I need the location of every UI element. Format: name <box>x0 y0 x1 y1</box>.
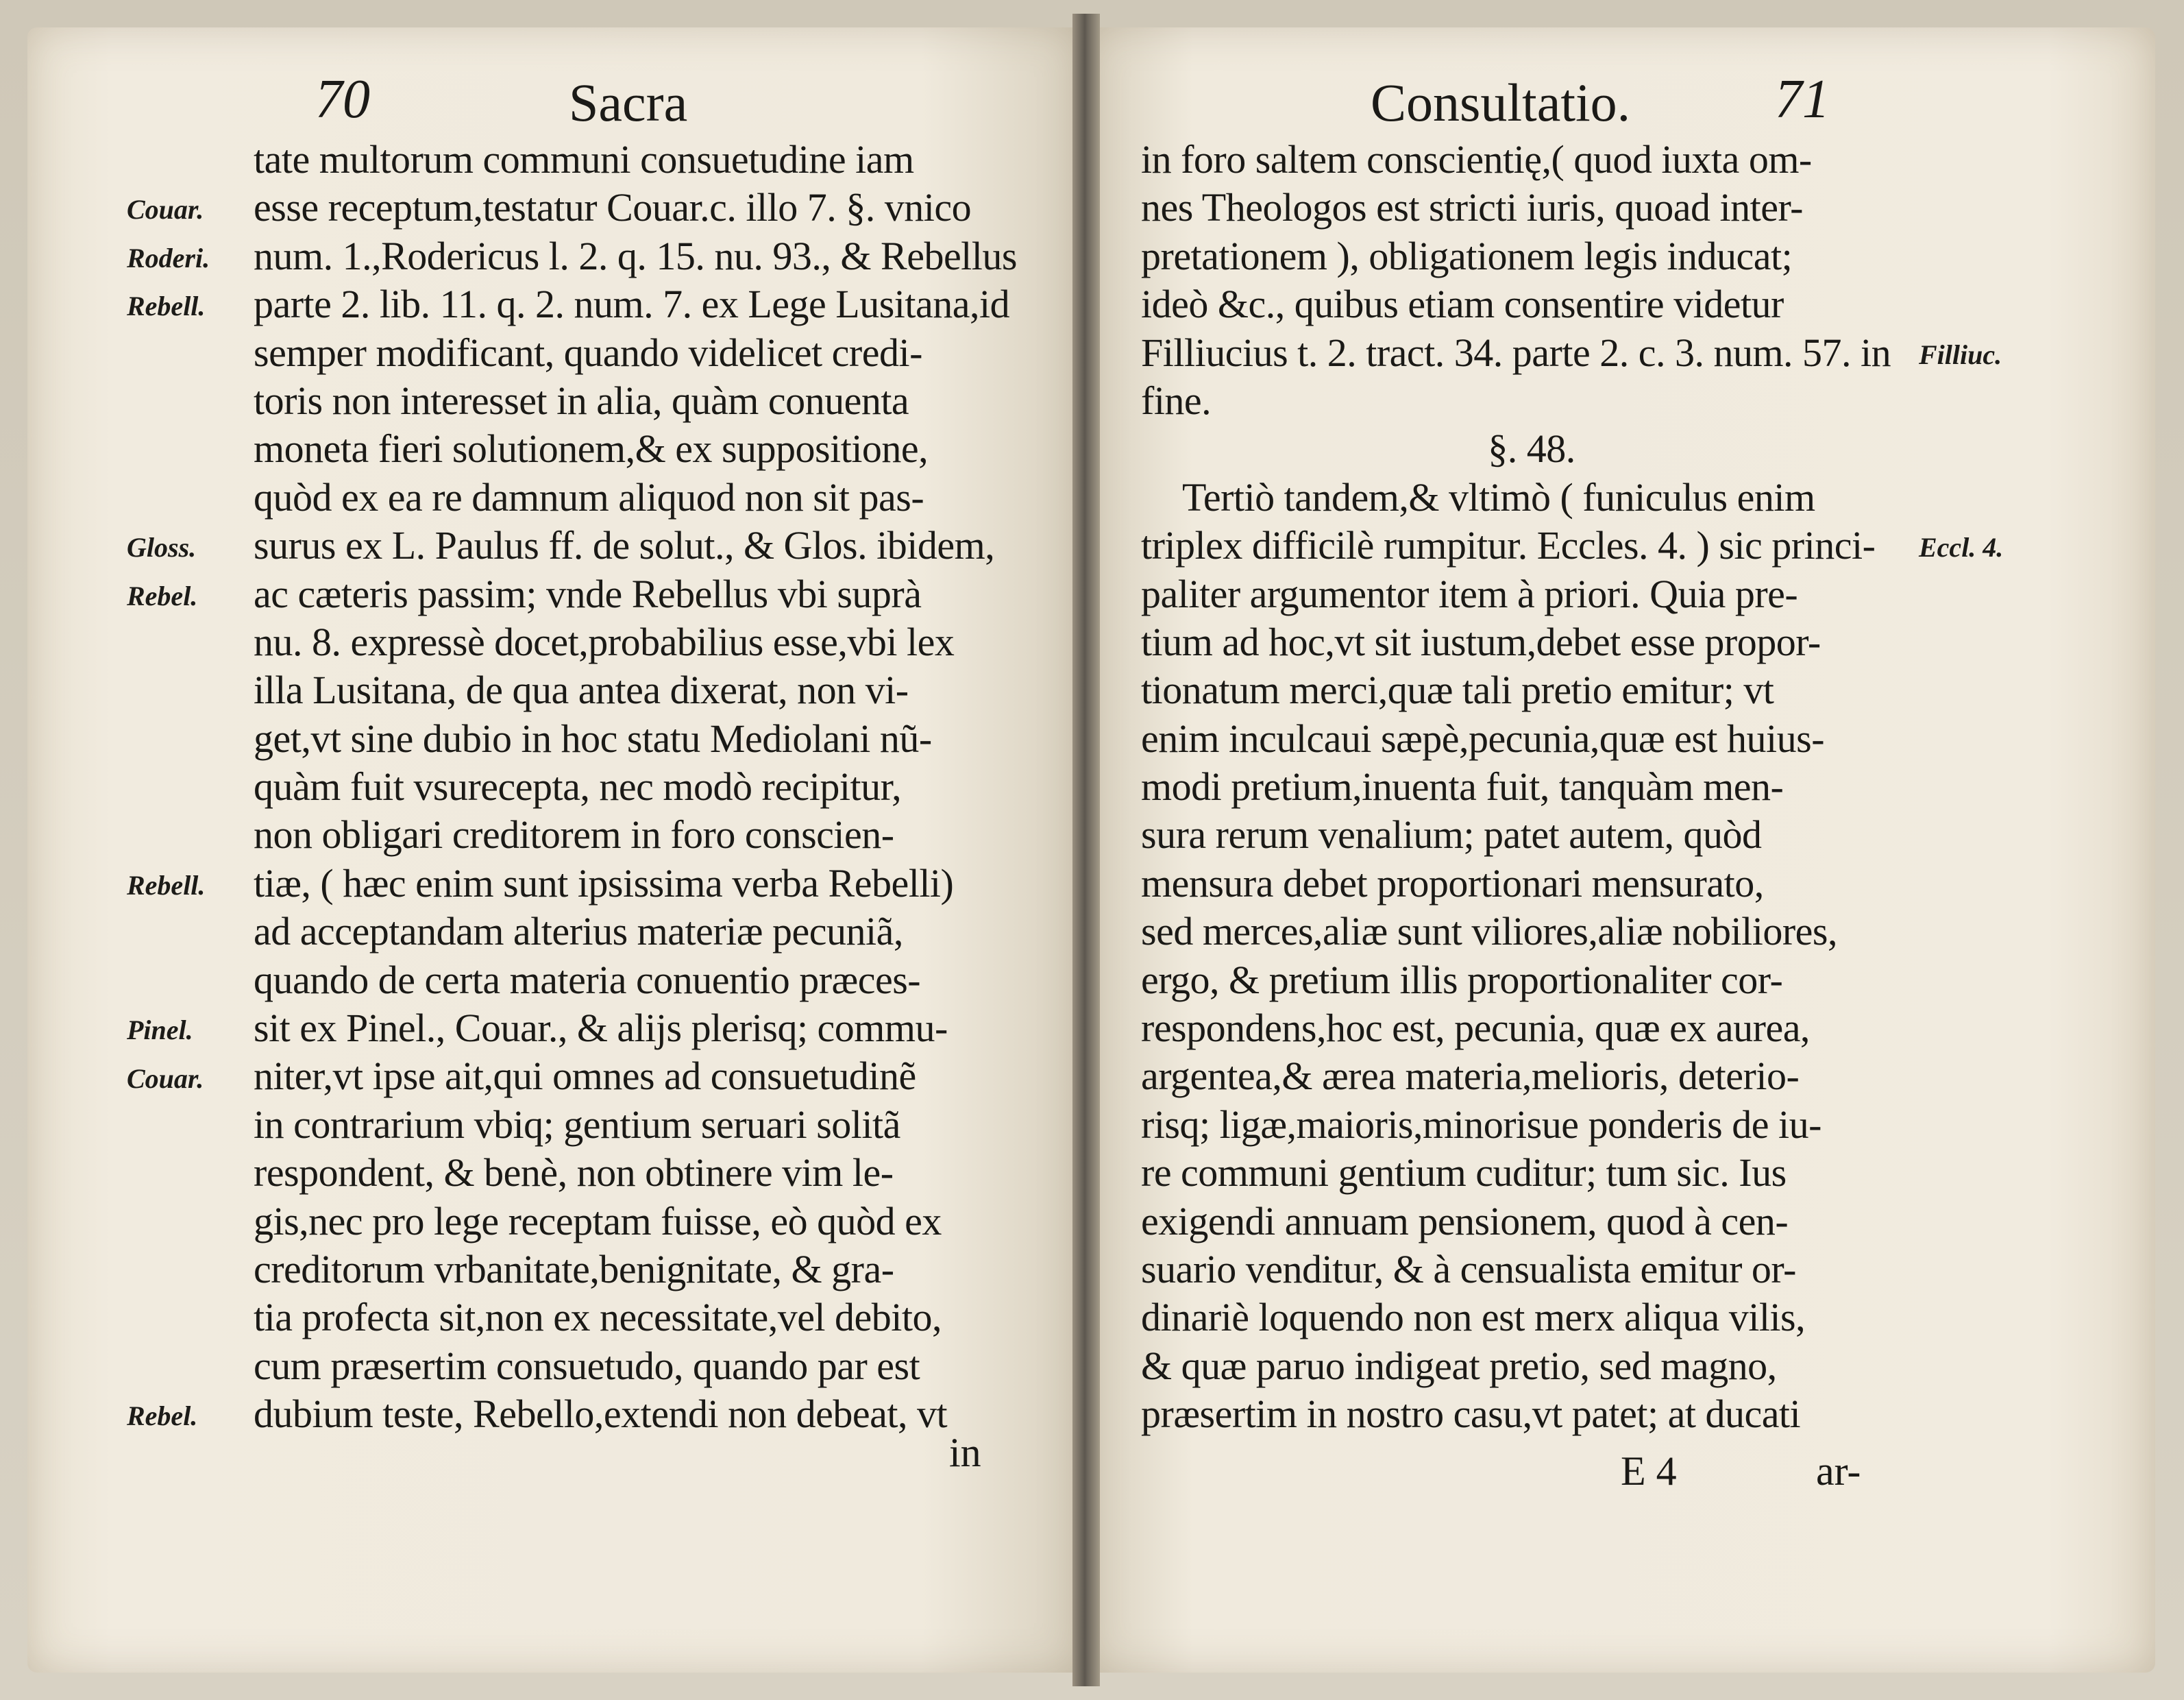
text-line: argentea,& ærea materia,melioris, deterio- <box>1141 1054 1800 1099</box>
text-line: get,vt sine dubio in hoc statu Mediolani nũ- <box>254 716 932 761</box>
right-catchword: ar- <box>1816 1448 1861 1494</box>
text-line: esse receptum,testatur Couar.c. illo 7. §. vnico <box>254 185 972 230</box>
text-line: illa Lusitana, de qua antea dixerat, non vi- <box>254 668 909 713</box>
text-line: suario venditur, & à censualista emitur or- <box>1141 1246 1796 1291</box>
text-line: sit ex Pinel., Couar., & alijs plerisq; commu- <box>254 1006 948 1051</box>
text-line: non obligari creditorem in foro conscien- <box>254 812 894 858</box>
text-line: & quæ paruo indigeat pretio, sed magno, <box>1141 1343 1777 1388</box>
text-line: parte 2. lib. 11. q. 2. num. 7. ex Lege Lusitana,id <box>254 282 1010 327</box>
text-line: tate multorum communi consuetudine iam <box>254 137 914 182</box>
right-signature: E 4 <box>1621 1448 1677 1494</box>
margin-note: Pinel. <box>127 1015 193 1046</box>
text-line: modi pretium,inuenta fuit, tanquàm men- <box>1141 764 1784 810</box>
text-line: paliter argumentor item à priori. Quia pre- <box>1141 571 1798 616</box>
text-line: sed merces,aliæ sunt viliores,aliæ nobiliores, <box>1141 909 1837 954</box>
text-line: quòd ex ea re damnum aliquod non sit pas- <box>254 474 924 520</box>
text-line: §. 48. <box>1488 426 1575 472</box>
left-running-head: Sacra <box>569 73 688 132</box>
margin-note: Couar. <box>127 194 204 226</box>
text-line: enim inculcaui sæpè,pecunia,quæ est huius- <box>1141 716 1825 761</box>
text-line: ideò &c., quibus etiam consentire videtur <box>1141 282 1784 327</box>
text-line: nu. 8. expressè docet,probabilius esse,vbi lex <box>254 619 955 664</box>
text-line: dubium teste, Rebello,extendi non debeat, vt <box>254 1392 948 1437</box>
text-line: in foro saltem conscientię,( quod iuxta om- <box>1141 137 1812 182</box>
text-line: fine. <box>1141 378 1212 423</box>
text-line: re communi gentium cuditur; tum sic. Ius <box>1141 1150 1787 1195</box>
left-page-number: 70 <box>315 69 370 130</box>
text-line: tium ad hoc,vt sit iustum,debet esse propor- <box>1141 619 1821 664</box>
right-running-head: Consultatio. <box>1371 73 1631 132</box>
text-line: cum præsertim consuetudo, quando par est <box>254 1343 920 1388</box>
book-gutter <box>1072 14 1100 1686</box>
margin-note: Roderi. <box>127 242 210 274</box>
text-line: exigendi annuam pensionem, quod à cen- <box>1141 1198 1789 1243</box>
text-line: moneta fieri solutionem,& ex suppositione, <box>254 426 929 472</box>
left-catchword: in <box>949 1430 981 1475</box>
text-line: Filliucius t. 2. tract. 34. parte 2. c. 3. num. 57. in <box>1141 330 1891 375</box>
text-line: tiæ, ( hæc enim sunt ipsissima verba Rebelli) <box>254 860 954 906</box>
left-text-block <box>254 136 1028 1439</box>
text-line: Tertiò tandem,& vltimò ( funiculus enim <box>1182 474 1815 520</box>
text-line: niter,vt ipse ait,qui omnes ad consuetudinẽ <box>254 1054 916 1099</box>
margin-note: Eccl. 4. <box>1919 532 2004 563</box>
text-line: triplex difficilè rumpitur. Eccles. 4. ) sic princi- <box>1141 523 1876 568</box>
margin-note: Rebel. <box>127 1400 198 1432</box>
text-line: gis,nec pro lege receptam fuisse, eò quòd ex <box>254 1198 942 1243</box>
text-line: semper modificant, quando videlicet credi- <box>254 330 922 375</box>
text-line: tia profecta sit,non ex necessitate,vel debito, <box>254 1295 942 1340</box>
text-line: toris non interesset in alia, quàm conuenta <box>254 378 909 423</box>
text-line: ac cæteris passim; vnde Rebellus vbi suprà <box>254 571 922 616</box>
text-line: quàm fuit vsurecepta, nec modò recipitur, <box>254 764 902 810</box>
margin-note: Couar. <box>127 1062 204 1094</box>
margin-note: Filliuc. <box>1919 339 2002 370</box>
text-line: dinariè loquendo non est merx aliqua vilis, <box>1141 1295 1806 1340</box>
text-line: risq; ligæ,maioris,minorisue ponderis de iu- <box>1141 1102 1821 1147</box>
margin-note: Rebell. <box>127 870 206 901</box>
text-line: respondens,hoc est, pecunia, quæ ex aurea, <box>1141 1006 1810 1051</box>
text-line: ergo, & pretium illis proportionaliter cor- <box>1141 957 1783 1002</box>
text-line: nes Theologos est stricti iuris, quoad inter- <box>1141 185 1803 230</box>
text-line: respondent, & benè, non obtinere vim le- <box>254 1150 894 1195</box>
text-line: in contrarium vbiq; gentium seruari solitã <box>254 1102 900 1147</box>
margin-note: Rebell. <box>127 291 206 322</box>
text-line: quando de certa materia conuentio præces- <box>254 957 921 1002</box>
text-line: præsertim in nostro casu,vt patet; at ducati <box>1141 1392 1801 1437</box>
text-line: creditorum vrbanitate,benignitate, & gra- <box>254 1246 894 1291</box>
text-line: mensura debet proportionari mensurato, <box>1141 860 1764 906</box>
right-text-block <box>1141 136 1922 1439</box>
right-page-number: 71 <box>1775 69 1830 130</box>
margin-note: Gloss. <box>127 532 197 563</box>
text-line: pretationem ), obligationem legis inducat; <box>1141 233 1793 278</box>
text-line: num. 1.,Rodericus l. 2. q. 15. nu. 93., & Rebellus <box>254 233 1017 278</box>
text-line: tionatum merci,quæ tali pretio emitur; vt <box>1141 668 1774 713</box>
margin-note: Rebel. <box>127 580 198 611</box>
text-line: surus ex L. Paulus ff. de solut., & Glos. ibidem, <box>254 523 995 568</box>
text-line: sura rerum venalium; patet autem, quòd <box>1141 812 1762 858</box>
text-line: ad acceptandam alterius materiæ pecuniã, <box>254 909 903 954</box>
